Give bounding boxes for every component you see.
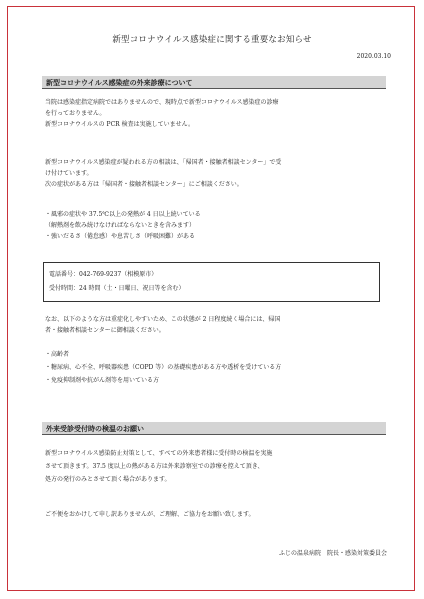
text-line: 新型コロナウイルス感染防止対策として、すべての外来患者様に受付時の検温を実施: [45, 450, 273, 457]
paragraph-no-treatment: [45, 97, 390, 130]
text-line: ご不便をおかけして申し訳ありませんが、ご理解、ご協力をお願い致します。: [45, 511, 255, 518]
page-title: 新型コロナウイルス感染症に関する重要なお知らせ: [112, 35, 312, 45]
paragraph-high-risk: [45, 314, 390, 336]
text-line: け付けています。: [45, 170, 93, 177]
symptom-list: [45, 209, 390, 242]
list-item: ・風邪の症状や 37.5℃以上の発熱が 4 日以上続いている: [45, 211, 201, 218]
section-heading-temperature: 外来受診受付時の検温のお願い: [42, 422, 386, 435]
list-item: （解熱剤を飲み続けなければならないときを含みます）: [45, 222, 196, 229]
notice-date: 2020.03.10: [356, 53, 391, 60]
text-line: 処方の発行のみとさせて頂く場合があります。: [45, 476, 171, 483]
text-line: 当院は感染症指定病院ではありませんので、現時点で新型コロナウイルス感染症の診療: [45, 99, 279, 106]
risk-group-list: [45, 349, 390, 388]
text-line: なお、以下のような方は重症化しやすいため、この状態が 2 日程度続く場合には、帰国: [45, 316, 281, 323]
list-item: ・強いだるさ（倦怠感）や息苦しさ（呼吸困難）がある: [45, 233, 196, 240]
contact-hours: 受付時間：24 時間（土・日曜日、祝日等を含む）: [49, 285, 185, 292]
text-line: させて頂きます。37.5 度以上の熱がある方は外来診察室での診療を控えて頂き、: [45, 463, 264, 470]
list-item: ・免疫抑制剤や抗がん剤等を用いている方: [45, 377, 160, 384]
text-line: 者・接触者相談センターに御相談ください。: [45, 327, 165, 334]
contact-phone: 電話番号：042-769-9237（相模原市）: [49, 271, 158, 278]
contact-box: [43, 262, 380, 302]
text-line: 次の症状がある方は「帰国者・接触者相談センター」にご相談ください。: [45, 181, 243, 188]
list-item: ・糖尿病、心不全、呼吸器疾患（COPD 等）の基礎疾患がある方や透析を受けている方: [45, 364, 282, 371]
paragraph-temperature-check: [45, 448, 390, 487]
text-line: 新型コロナウイルスの PCR 検査は実施していません。: [45, 121, 194, 128]
list-item: ・高齢者: [45, 351, 70, 358]
paragraph-apology: [45, 509, 390, 520]
signature: ふじの温泉病院 院長・感染対策委員会: [278, 550, 387, 557]
section-heading-outpatient: 新型コロナウイルス感染症の外来診療について: [42, 76, 386, 89]
text-line: 新型コロナウイルス感染症が疑われる方の相談は、「帰国者・接触者相談センター」で受: [45, 159, 282, 166]
text-line: を行っておりません。: [45, 110, 106, 117]
paragraph-consultation-center: [45, 157, 390, 190]
